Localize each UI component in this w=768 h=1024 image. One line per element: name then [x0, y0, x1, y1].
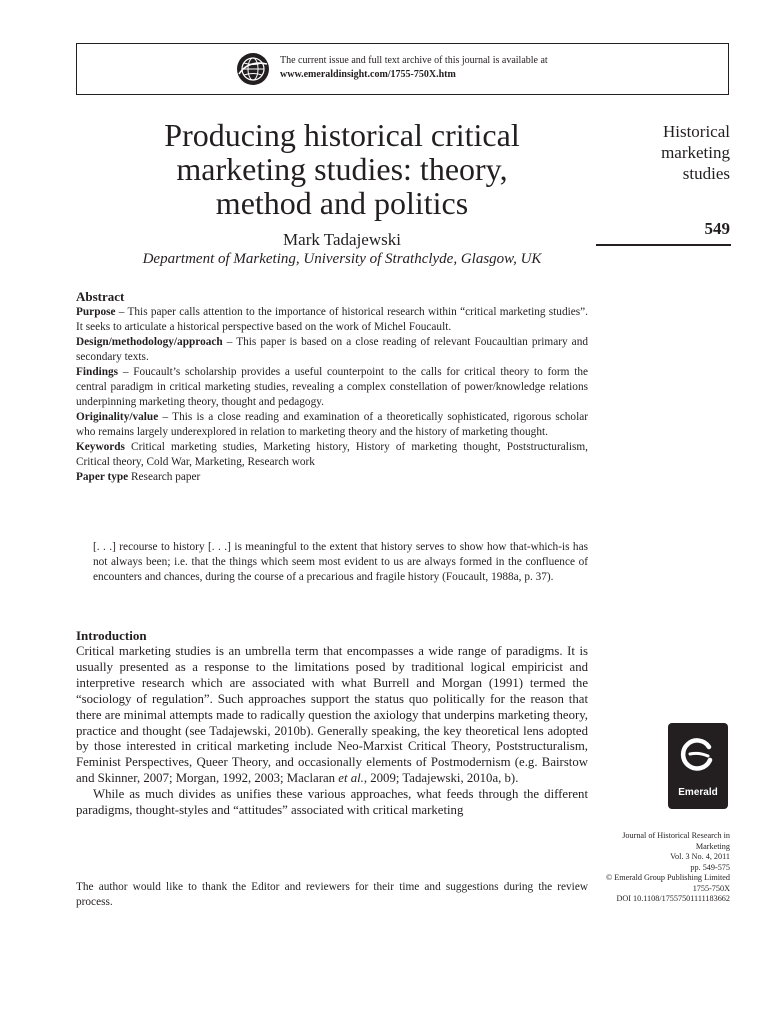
design-text: – This paper is based on a close reading of relevant Foucaultian primary and secondary texts.	[76, 336, 588, 363]
journal-doi: DOI 10.1108/17557501111183662	[616, 894, 730, 903]
abstract-findings	[76, 365, 588, 410]
article-title	[76, 118, 608, 220]
abstract-keywords	[76, 440, 588, 470]
design-label: Design/methodology/approach	[76, 336, 223, 348]
title-line-2: marketing studies: theory,	[176, 151, 508, 187]
running-title-line-1: Historical	[662, 122, 730, 141]
notice-text: The current issue and full text archive of this journal is available at	[280, 55, 548, 66]
emerald-logo	[668, 723, 728, 809]
title-line-3: method and politics	[215, 185, 469, 221]
author-affiliation: Department of Marketing, University of Strathclyde, Glasgow, UK	[142, 251, 542, 267]
running-title-line-2: marketing	[661, 143, 730, 162]
abstract-section	[76, 289, 588, 485]
journal-volume: Vol. 3 No. 4, 2011	[670, 852, 730, 861]
journal-copyright: © Emerald Group Publishing Limited	[605, 873, 730, 882]
intro-para1-italic: et al.	[338, 771, 364, 786]
logo-label: Emerald	[678, 787, 718, 798]
abstract-originality	[76, 410, 588, 440]
introduction-heading: Introduction	[76, 628, 147, 643]
findings-label: Findings	[76, 366, 119, 378]
globe-icon	[236, 52, 270, 86]
intro-para1-text: Critical marketing studies is an umbrella term that encompasses a wide range of paradigms. It is usually presented as a response to the limitations posed by traditional logical empiricist and interpretive research which are associated with what Burrell and Morgan (1991) termed the “sociology of regulation”. Such approaches support the status quo politically for the reason that there are minimal attempts made to radically question the axiology that underpins marketing theory, practice and thought (see Tadajewski, 2010b). Generally speaking, the key theoretical lens adopted by those interested in critical marketing include Neo-Marxist Critical Theory, Poststructuralism, Feminist Perspectives, Queer Theory, and occasionally elements of Postmodernism (e.g. Bairstow and Skinner, 2007; Morgan, 1992, 2003; Maclaran	[76, 644, 588, 786]
running-title-line-3: studies	[682, 164, 730, 183]
abstract-purpose	[76, 305, 588, 335]
journal-url-link[interactable]: www.emeraldinsight.com/1755-750X.htm	[280, 69, 456, 80]
introduction-section	[76, 628, 588, 819]
findings-text: – Foucault’s scholarship provides a useful counterpoint to the calls for critical theory to form the central paradigm in critical marketing studies, revealing a complex constellation of power/knowledge relations underpinning marketing theory, thought and pedagogy.	[76, 366, 588, 408]
page-number: 549	[704, 219, 730, 238]
acknowledgement-footnote: The author would like to thank the Editor and reviewers for their time and suggestions during the review process.	[76, 881, 588, 908]
paper-type-text: Research paper	[128, 471, 201, 483]
notice-text-block	[280, 54, 548, 82]
introduction-paragraph-1	[76, 644, 588, 787]
sidebar-rule	[596, 244, 731, 246]
originality-label: Originality/value	[76, 411, 159, 423]
keywords-text: Critical marketing studies, Marketing history, History of marketing thought, Poststructuralism, Critical theory, Cold War, Marketing, Research work	[76, 441, 588, 468]
purpose-label: Purpose	[76, 306, 116, 318]
epigraph-quote: [. . .] recourse to history [. . .] is meaningful to the extent that history serves to show how that-which-is has not always been; i.e. that the things which seem most evident to us are always formed in the confluence of encounters and chances, during the course of a precarious and fragile history (Foucault, 1988a, p. 37).	[93, 541, 588, 583]
abstract-design	[76, 335, 588, 365]
abstract-heading: Abstract	[76, 289, 125, 304]
journal-metadata	[588, 831, 730, 905]
journal-pages: pp. 549-575	[690, 862, 730, 872]
intro-para1-tail: , 2009; Tadajewski, 2010a, b).	[363, 771, 519, 786]
introduction-paragraph-2: While as much divides as unifies these various approaches, what feeds through the different paradigms, thought-styles and “attitudes” associated with critical marketing	[76, 787, 588, 818]
purpose-text: – This paper calls attention to the importance of historical research within “critical marketing studies”. It seeks to articulate a historical perspective based on the work of Michel Foucault.	[76, 306, 588, 333]
running-title	[600, 121, 730, 184]
author-name: Mark Tadajewski	[283, 230, 401, 249]
title-line-1: Producing historical critical	[164, 117, 520, 153]
originality-text: – This is a close reading and examination of a theoretically sophisticated, rigorous scholar who remains largely underexplored in relation to marketing theory and the history of marketing thought.	[76, 411, 588, 438]
keywords-label: Keywords	[76, 441, 125, 453]
abstract-paper-type	[76, 470, 588, 485]
journal-name: Journal of Historical Research in Marketing	[622, 831, 730, 851]
availability-notice	[76, 43, 729, 95]
journal-issn: 1755-750X	[692, 883, 730, 893]
paper-type-label: Paper type	[76, 471, 129, 483]
